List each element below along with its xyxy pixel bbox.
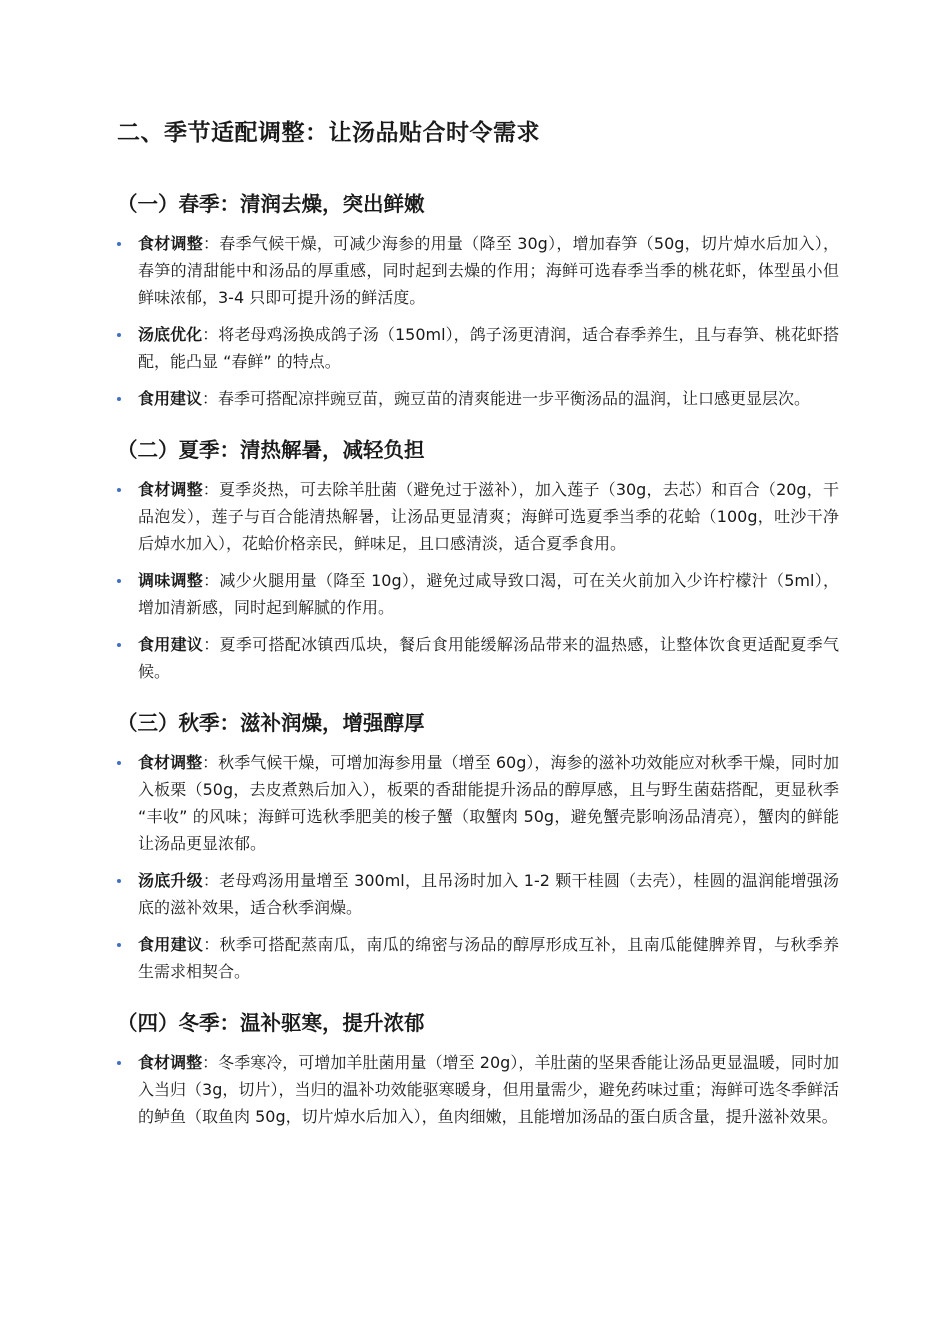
list-item <box>117 631 839 685</box>
item-label: 调味调整 <box>138 571 204 590</box>
item-label: 汤底优化 <box>138 325 203 344</box>
item-text: ：冬季寒冷，可增加羊肚菌用量（增至 20g），羊肚菌的坚果香能让汤品更显温暖，同时加入当归（3g，切片），当归的温补功效能驱寒暖身，但用量需少，避免药味过重；海鲜可选冬季鲜活的鲈鱼（取鱼肉 50g，切片焯水后加入），鱼肉细嫩，且能增加汤品的蛋白质含量，提升滋补效果。 <box>138 1053 839 1126</box>
bullet-icon <box>117 397 121 401</box>
item-label: 汤底升级 <box>138 871 203 890</box>
item-text: ：将老母鸡汤换成鸽子汤（150ml），鸽子汤更清润，适合春季养生，且与春笋、桃花虾搭配，能凸显 “春鲜” 的特点。 <box>138 325 839 371</box>
document-page <box>117 116 839 1152</box>
item-label: 食用建议 <box>138 389 203 408</box>
bullet-icon <box>117 333 121 337</box>
bullet-icon <box>117 643 121 647</box>
item-text: ：秋季气候干燥，可增加海参用量（增至 60g），海参的滋补功效能应对秋季干燥，同时加入板栗（50g，去皮煮熟后加入），板栗的香甜能提升汤品的醇厚感，且与野生菌菇搭配，更显秋季 “丰收” 的风味；海鲜可选秋季肥美的梭子蟹（取蟹肉 50g，避免蟹壳影响汤品清亮），蟹肉的鲜能让汤品更显浓郁。 <box>138 753 839 853</box>
subsection-heading: （三）秋季：滋补润燥，增强醇厚 <box>117 711 425 735</box>
list-item <box>117 567 839 621</box>
bullet-icon <box>117 761 121 765</box>
item-label: 食材调整 <box>138 234 204 253</box>
bullet-icon <box>117 943 121 947</box>
item-text: ：减少火腿用量（降至 10g），避免过咸导致口渴，可在关火前加入少许柠檬汁（5ml），增加清新感，同时起到解腻的作用。 <box>138 571 839 617</box>
season-sections <box>117 188 839 1130</box>
bullet-list <box>117 1049 839 1130</box>
subsection-heading: （四）冬季：温补驱寒，提升浓郁 <box>117 1011 425 1035</box>
subsection-heading: （二）夏季：清热解暑，减轻负担 <box>117 438 425 462</box>
item-text: ：夏季炎热，可去除羊肚菌（避免过于滋补），加入莲子（30g，去芯）和百合（20g，干品泡发），莲子与百合能清热解暑，让汤品更显清爽；海鲜可选夏季当季的花蛤（100g，吐沙干净后焯水加入），花蛤价格亲民，鲜味足，且口感清淡，适合夏季食用。 <box>138 480 839 553</box>
list-item <box>117 476 839 557</box>
list-item <box>117 931 839 985</box>
list-item <box>117 749 839 857</box>
list-item <box>117 1049 839 1130</box>
item-text: ：老母鸡汤用量增至 300ml，且吊汤时加入 1-2 颗干桂圆（去壳），桂圆的温润能增强汤底的滋补效果，适合秋季润燥。 <box>138 871 839 917</box>
item-label: 食用建议 <box>138 935 204 954</box>
item-text: ：春季可搭配凉拌豌豆苗，豌豆苗的清爽能进一步平衡汤品的温润，让口感更显层次。 <box>202 389 811 408</box>
item-label: 食材调整 <box>138 480 203 499</box>
list-item <box>117 385 839 412</box>
bullet-icon <box>117 879 121 883</box>
bullet-list <box>117 230 839 412</box>
bullet-icon <box>117 579 121 583</box>
section-title: 二、季节适配调整：让汤品贴合时令需求 <box>117 120 540 146</box>
item-text: ：秋季可搭配蒸南瓜，南瓜的绵密与汤品的醇厚形成互补，且南瓜能健脾养胃，与秋季养生需求相契合。 <box>138 935 839 981</box>
item-label: 食用建议 <box>138 635 204 654</box>
bullet-list <box>117 749 839 985</box>
item-text: ：夏季可搭配冰镇西瓜块，餐后食用能缓解汤品带来的温热感，让整体饮食更适配夏季气候。 <box>138 635 839 681</box>
bullet-icon <box>117 242 121 246</box>
list-item <box>117 321 839 375</box>
item-text: ：春季气候干燥，可减少海参的用量（降至 30g），增加春笋（50g，切片焯水后加入），春笋的清甜能中和汤品的厚重感，同时起到去燥的作用；海鲜可选春季当季的桃花虾，体型虽小但鲜味浓郁，3-4 只即可提升汤的鲜活度。 <box>138 234 839 307</box>
bullet-list <box>117 476 839 685</box>
item-label: 食材调整 <box>138 1053 203 1072</box>
subsection-heading: （一）春季：清润去燥，突出鲜嫩 <box>117 192 425 216</box>
list-item <box>117 230 839 311</box>
bullet-icon <box>117 488 121 492</box>
item-label: 食材调整 <box>138 753 203 772</box>
bullet-icon <box>117 1061 121 1065</box>
list-item <box>117 867 839 921</box>
